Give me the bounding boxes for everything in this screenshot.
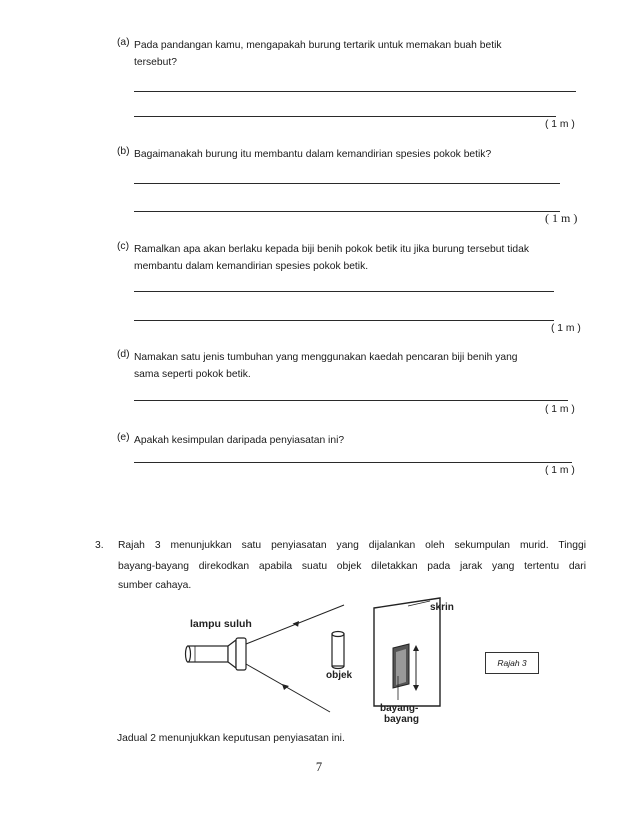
marks-c: ( 1 m ): [551, 323, 581, 334]
torch-icon: [186, 638, 247, 670]
marks-e: ( 1 m ): [545, 465, 575, 476]
object-cylinder-icon: [332, 632, 344, 669]
shadow-texture: [396, 649, 406, 685]
table-intro-text: Jadual 2 menunjukkan keputusan penyiasatan ini.: [117, 733, 345, 744]
question-b-line-1: Bagaimanakah burung itu membantu dalam kemandirian spesies pokok betik?: [134, 149, 492, 160]
question-3-number: 3.: [95, 540, 104, 551]
figure-caption-box: Rajah 3: [485, 652, 539, 674]
question-c-line-2: membantu dalam kemandirian spesies pokok betik.: [134, 261, 369, 272]
question-a-label: (a): [117, 37, 130, 48]
question-e-line-1: Apakah kesimpulan daripada penyiasatan ini?: [134, 435, 345, 446]
question-d-line-1: Namakan satu jenis tumbuhan yang menggunakan kaedah pencaran biji benih yang: [134, 352, 518, 363]
label-screen: skrin: [430, 602, 454, 613]
marks-a: ( 1 m ): [545, 119, 575, 130]
label-shadow-2: bayang: [384, 714, 420, 725]
question-a-line-2: tersebut?: [134, 57, 177, 68]
question-3-line-3: sumber cahaya.: [118, 580, 192, 591]
page-number: 7: [315, 760, 323, 774]
question-c-line-1: Ramalkan apa akan berlaku kepada biji benih pokok betik itu jika burung tersebut tidak: [134, 244, 529, 255]
question-b-label: (b): [117, 146, 130, 157]
marks-d: ( 1 m ): [545, 404, 575, 415]
label-object: objek: [326, 670, 353, 681]
light-ray-lower: [246, 664, 330, 712]
question-a-line-1: Pada pandangan kamu, mengapakah burung tertarik untuk memakan buah betik: [134, 40, 502, 51]
question-d-label: (d): [117, 349, 130, 360]
question-e-label: (e): [117, 432, 130, 443]
question-3-line-1: Rajah 3 menunjukkan satu penyiasatan yang dijalankan oleh sekumpulan murid. Tinggi: [118, 540, 586, 551]
marks-b: ( 1 m ): [545, 211, 578, 225]
question-3-line-2: bayang-bayang direkodkan apabila suatu objek diletakkan pada jarak yang tertentu dari: [118, 561, 586, 572]
screen-panel: [374, 598, 440, 706]
ray-arrow-lower: [282, 684, 289, 690]
question-c-label: (c): [117, 241, 130, 252]
question-d-line-2: sama seperti pokok betik.: [134, 369, 251, 380]
label-shadow-1: bayang-: [380, 703, 419, 714]
label-torch: lampu suluh: [190, 618, 252, 630]
